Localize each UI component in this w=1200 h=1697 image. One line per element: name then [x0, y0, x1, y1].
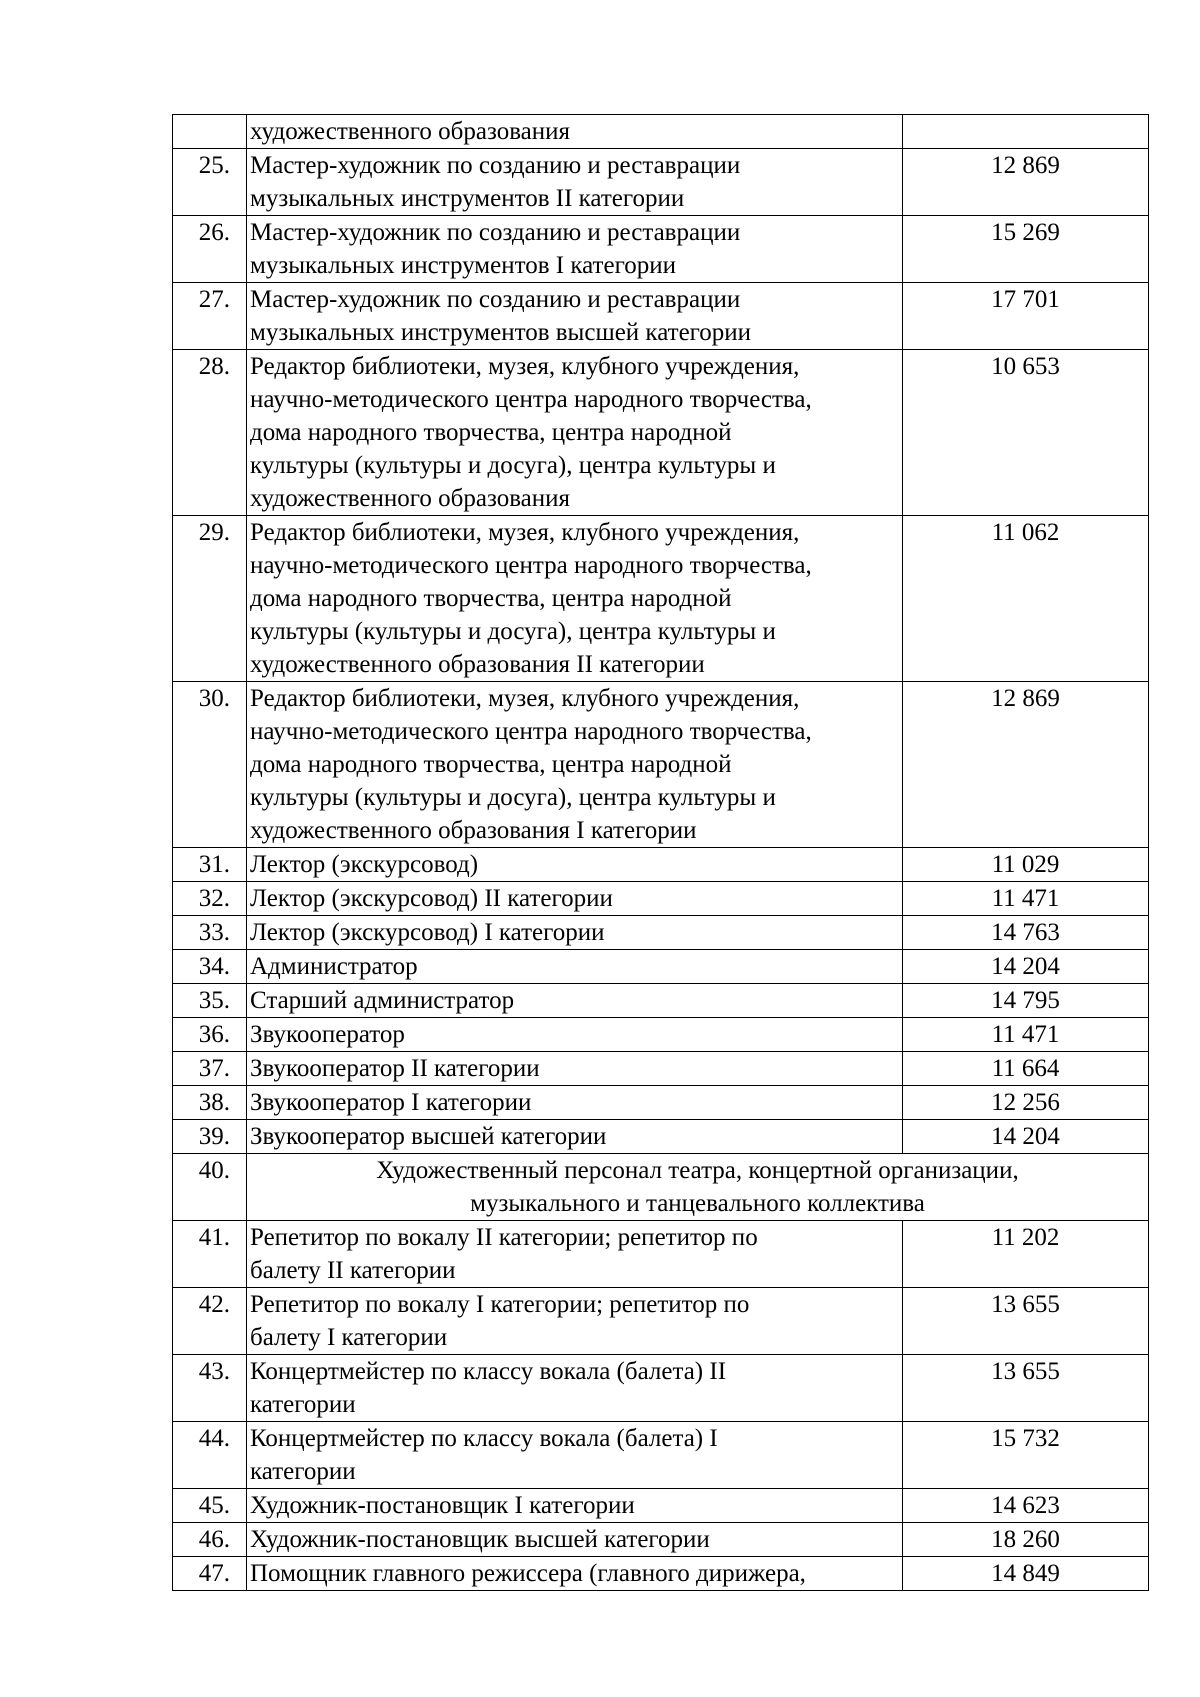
table-row — [173, 1557, 1149, 1591]
text-line: Лектор (экскурсовод) II категории — [250, 885, 613, 912]
salary-value: 14 204 — [903, 1120, 1149, 1154]
table-row — [173, 1120, 1149, 1154]
table-row — [173, 950, 1149, 984]
text-line: Лектор (экскурсовод) — [250, 851, 479, 878]
table-row — [173, 1523, 1149, 1557]
row-number: 34. — [173, 950, 247, 984]
position-name — [247, 115, 903, 149]
row-number: 35. — [173, 984, 247, 1018]
table-row — [173, 283, 1149, 350]
row-number: 44. — [173, 1422, 247, 1489]
row-number: 25. — [173, 149, 247, 216]
text-line: научно-методического центра народного творчества, — [250, 552, 812, 579]
text-line: Репетитор по вокалу I категории; репетитор по — [250, 1291, 750, 1318]
text-line: балету II категории — [250, 1257, 456, 1284]
salary-value: 11 062 — [903, 516, 1149, 682]
text-line: культуры (культуры и досуга), центра культуры и — [250, 784, 776, 811]
text-line: Лектор (экскурсовод) I категории — [250, 919, 605, 946]
row-number: 38. — [173, 1086, 247, 1120]
text-line: дома народного творчества, центра народной — [250, 751, 732, 778]
text-line: художественного образования — [250, 485, 571, 512]
text-line: Репетитор по вокалу II категории; репетитор по — [250, 1224, 758, 1251]
table-row — [173, 916, 1149, 950]
position-name — [247, 848, 903, 882]
position-name — [247, 350, 903, 516]
position-name — [247, 882, 903, 916]
text-line: категории — [250, 1391, 356, 1418]
row-number — [173, 115, 247, 149]
text-line: Художник-постановщик I категории — [250, 1492, 635, 1519]
text-line: Концертмейстер по классу вокала (балета) II — [250, 1358, 727, 1385]
text-line: Редактор библиотеки, музея, клубного учреждения, — [250, 353, 800, 380]
position-name — [247, 984, 903, 1018]
table-row — [173, 682, 1149, 848]
table-row — [173, 984, 1149, 1018]
position-name — [247, 950, 903, 984]
text-line: художественного образования II категории — [250, 651, 705, 678]
position-name — [247, 1120, 903, 1154]
text-line: категории — [250, 1458, 356, 1485]
row-number: 26. — [173, 216, 247, 283]
salary-value: 11 202 — [903, 1221, 1149, 1288]
table-row — [173, 216, 1149, 283]
row-number: 30. — [173, 682, 247, 848]
salary-value: 11 029 — [903, 848, 1149, 882]
salary-value: 14 623 — [903, 1489, 1149, 1523]
table-row — [173, 1052, 1149, 1086]
text-line: музыкальных инструментов I категории — [250, 252, 676, 279]
text-line: Художник-постановщик высшей категории — [250, 1526, 710, 1553]
row-number: 47. — [173, 1557, 247, 1591]
text-line: Звукооператор высшей категории — [250, 1123, 607, 1150]
salary-value — [903, 115, 1149, 149]
position-name — [247, 1355, 903, 1422]
text-line: Художественный персонал театра, концертной организации, — [376, 1157, 1019, 1184]
position-name — [247, 1018, 903, 1052]
position-name — [247, 1086, 903, 1120]
section-title — [247, 1154, 1149, 1221]
row-number: 46. — [173, 1523, 247, 1557]
salary-value: 11 664 — [903, 1052, 1149, 1086]
text-line: балету I категории — [250, 1324, 448, 1351]
text-line: Звукооператор II категории — [250, 1055, 540, 1082]
text-line: художественного образования — [250, 118, 571, 145]
text-line: Звукооператор — [250, 1021, 405, 1048]
salary-value: 14 763 — [903, 916, 1149, 950]
position-name — [247, 149, 903, 216]
salary-value: 14 849 — [903, 1557, 1149, 1591]
salary-value: 12 256 — [903, 1086, 1149, 1120]
table-row — [173, 350, 1149, 516]
text-line: культуры (культуры и досуга), центра культуры и — [250, 452, 776, 479]
table-row — [173, 1288, 1149, 1355]
salary-value: 15 732 — [903, 1422, 1149, 1489]
salary-value: 11 471 — [903, 882, 1149, 916]
row-number: 36. — [173, 1018, 247, 1052]
position-name — [247, 283, 903, 350]
text-line: Администратор — [250, 953, 418, 980]
table-row — [173, 115, 1149, 149]
salary-value: 14 795 — [903, 984, 1149, 1018]
table-row — [173, 848, 1149, 882]
table-row — [173, 1355, 1149, 1422]
text-line: Мастер-художник по созданию и реставрации — [250, 286, 741, 313]
position-name — [247, 1489, 903, 1523]
row-number: 41. — [173, 1221, 247, 1288]
table-row — [173, 149, 1149, 216]
row-number: 28. — [173, 350, 247, 516]
text-line: Концертмейстер по классу вокала (балета) I — [250, 1425, 718, 1452]
text-line: музыкального и танцевального коллектива — [470, 1190, 925, 1217]
row-number: 27. — [173, 283, 247, 350]
salary-value: 12 869 — [903, 682, 1149, 848]
table-row — [173, 1422, 1149, 1489]
row-number: 45. — [173, 1489, 247, 1523]
position-name — [247, 916, 903, 950]
text-line: дома народного творчества, центра народной — [250, 585, 732, 612]
row-number: 39. — [173, 1120, 247, 1154]
text-line: научно-методического центра народного творчества, — [250, 386, 812, 413]
salary-value: 14 204 — [903, 950, 1149, 984]
text-line: дома народного творчества, центра народной — [250, 419, 732, 446]
text-line: культуры (культуры и досуга), центра культуры и — [250, 618, 776, 645]
text-line: научно-методического центра народного творчества, — [250, 718, 812, 745]
salary-value: 12 869 — [903, 149, 1149, 216]
salary-value: 10 653 — [903, 350, 1149, 516]
position-name — [247, 1523, 903, 1557]
salary-table — [172, 114, 1149, 1591]
row-number: 31. — [173, 848, 247, 882]
text-line: художественного образования I категории — [250, 817, 697, 844]
text-line: музыкальных инструментов II категории — [250, 185, 685, 212]
salary-value: 15 269 — [903, 216, 1149, 283]
position-name — [247, 682, 903, 848]
table-row — [173, 1086, 1149, 1120]
text-line: музыкальных инструментов высшей категории — [250, 319, 752, 346]
text-line: Помощник главного режиссера (главного дирижера, — [250, 1560, 806, 1587]
position-name — [247, 1052, 903, 1086]
text-line: Редактор библиотеки, музея, клубного учреждения, — [250, 685, 800, 712]
table-row — [173, 1221, 1149, 1288]
salary-table-body — [173, 115, 1149, 1591]
position-name — [247, 1221, 903, 1288]
position-name — [247, 1557, 903, 1591]
row-number: 32. — [173, 882, 247, 916]
row-number: 29. — [173, 516, 247, 682]
table-row — [173, 1489, 1149, 1523]
row-number: 40. — [173, 1154, 247, 1221]
row-number: 33. — [173, 916, 247, 950]
table-row — [173, 882, 1149, 916]
text-line: Звукооператор I категории — [250, 1089, 532, 1116]
position-name — [247, 216, 903, 283]
section-header-row — [173, 1154, 1149, 1221]
row-number: 43. — [173, 1355, 247, 1422]
text-line: Старший администратор — [250, 987, 515, 1014]
salary-value: 11 471 — [903, 1018, 1149, 1052]
position-name — [247, 1288, 903, 1355]
salary-value: 13 655 — [903, 1355, 1149, 1422]
table-row — [173, 1018, 1149, 1052]
text-line: Мастер-художник по созданию и реставрации — [250, 219, 741, 246]
salary-value: 17 701 — [903, 283, 1149, 350]
row-number: 37. — [173, 1052, 247, 1086]
salary-value: 13 655 — [903, 1288, 1149, 1355]
table-row — [173, 516, 1149, 682]
salary-value: 18 260 — [903, 1523, 1149, 1557]
position-name — [247, 1422, 903, 1489]
text-line: Мастер-художник по созданию и реставрации — [250, 152, 741, 179]
row-number: 42. — [173, 1288, 247, 1355]
text-line: Редактор библиотеки, музея, клубного учреждения, — [250, 519, 800, 546]
position-name — [247, 516, 903, 682]
